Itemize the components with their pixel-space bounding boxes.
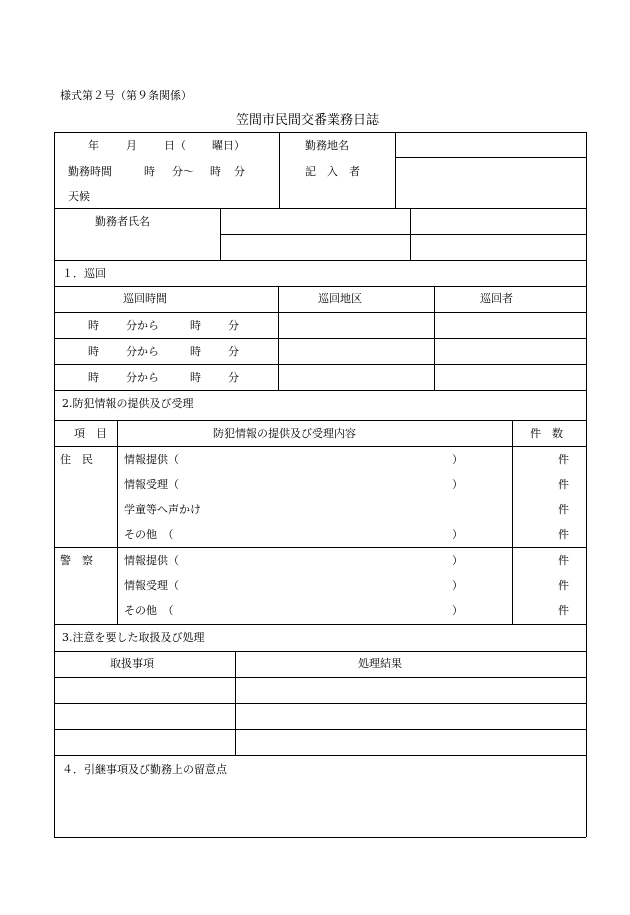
patrol-area-header: 巡回地区 bbox=[318, 292, 362, 305]
count-unit: 件 bbox=[558, 579, 569, 592]
row-divider bbox=[54, 703, 586, 704]
group-police-label: 警 察 bbox=[60, 554, 93, 567]
form-number: 様式第２号（第９条関係） bbox=[60, 89, 192, 102]
table-border-bottom bbox=[54, 837, 586, 838]
row-divider bbox=[54, 338, 586, 339]
paren-close: ） bbox=[452, 453, 463, 466]
info-receive-label: 情報受理（ bbox=[124, 579, 179, 592]
table-border-top bbox=[54, 132, 586, 133]
patrol-row-hour2: 時 bbox=[190, 345, 201, 358]
header-divider bbox=[395, 132, 396, 208]
patrol-row-from: 分から bbox=[126, 371, 159, 384]
row-divider bbox=[54, 446, 586, 447]
patrol-heading: １．巡回 bbox=[62, 267, 106, 280]
table-border-right bbox=[586, 132, 587, 837]
patrol-row-hour: 時 bbox=[88, 319, 99, 332]
row-divider bbox=[54, 208, 586, 209]
work-hours-hour2: 時 bbox=[210, 165, 221, 178]
patrol-row-hour2: 時 bbox=[190, 371, 201, 384]
work-hours-hour1: 時 bbox=[144, 165, 155, 178]
patrol-time-header: 巡回時間 bbox=[123, 292, 167, 305]
writer-label: 記 入 者 bbox=[305, 165, 360, 178]
count-unit: 件 bbox=[558, 554, 569, 567]
patrol-row-from: 分から bbox=[126, 319, 159, 332]
child-call-label: 学童等へ声かけ bbox=[124, 503, 201, 516]
work-hours-label: 勤務時間 bbox=[68, 165, 112, 178]
table-border-left bbox=[54, 132, 55, 837]
work-location-label: 勤務地名 bbox=[305, 139, 349, 152]
weather-label: 天候 bbox=[68, 190, 90, 203]
row-divider bbox=[54, 420, 586, 421]
crime-info-heading: 2.防犯情報の提供及び受理 bbox=[62, 397, 194, 410]
patrol-row-hour: 時 bbox=[88, 345, 99, 358]
row-divider bbox=[54, 755, 586, 756]
group-divider bbox=[54, 547, 586, 548]
paren-close: ） bbox=[452, 604, 463, 617]
row-divider bbox=[54, 390, 586, 391]
other-label: その他 （ bbox=[124, 528, 174, 541]
info-provide-label: 情報提供（ bbox=[124, 554, 179, 567]
form-title: 笠間市民間交番業務日誌 bbox=[236, 113, 380, 128]
header-divider bbox=[395, 157, 586, 158]
handling-heading: 3.注意を要した取扱及び処理 bbox=[62, 631, 205, 644]
count-unit: 件 bbox=[558, 528, 569, 541]
crime-col-divider bbox=[512, 420, 513, 624]
handover-heading: ４．引継事項及び勤務上の留意点 bbox=[62, 763, 227, 776]
patrol-row-from: 分から bbox=[126, 345, 159, 358]
row-divider bbox=[54, 651, 586, 652]
work-hours-min2: 分 bbox=[234, 165, 245, 178]
patrol-person-header: 巡回者 bbox=[480, 292, 513, 305]
info-receive-label: 情報受理（ bbox=[124, 478, 179, 491]
date-year-label: 年 bbox=[88, 139, 99, 152]
paren-close: ） bbox=[452, 528, 463, 541]
date-weekday-label: 曜日） bbox=[212, 139, 245, 152]
patrol-row-min: 分 bbox=[228, 319, 239, 332]
crime-col-divider bbox=[117, 420, 118, 624]
date-month-label: 月 bbox=[126, 139, 137, 152]
row-divider bbox=[54, 312, 586, 313]
patrol-row-hour2: 時 bbox=[190, 319, 201, 332]
paren-close: ） bbox=[452, 579, 463, 592]
work-hours-min1: 分～ bbox=[172, 165, 194, 178]
staff-divider bbox=[220, 234, 586, 235]
header-divider bbox=[279, 132, 280, 208]
paren-close: ） bbox=[452, 478, 463, 491]
row-divider bbox=[54, 729, 586, 730]
count-unit: 件 bbox=[558, 453, 569, 466]
row-divider bbox=[54, 624, 586, 625]
count-unit: 件 bbox=[558, 604, 569, 617]
group-residents-label: 住 民 bbox=[60, 453, 93, 466]
date-day-label: 日（ bbox=[164, 139, 186, 152]
handling-item-header: 取扱事項 bbox=[110, 657, 154, 670]
patrol-row-hour: 時 bbox=[88, 371, 99, 384]
handling-result-header: 処理結果 bbox=[358, 657, 402, 670]
crime-count-header: 件 数 bbox=[530, 427, 563, 440]
other-label: その他 （ bbox=[124, 604, 174, 617]
count-unit: 件 bbox=[558, 503, 569, 516]
row-divider bbox=[54, 364, 586, 365]
count-unit: 件 bbox=[558, 478, 569, 491]
patrol-row-min: 分 bbox=[228, 371, 239, 384]
patrol-row-min: 分 bbox=[228, 345, 239, 358]
row-divider bbox=[54, 677, 586, 678]
row-divider bbox=[54, 260, 586, 261]
row-divider bbox=[54, 286, 586, 287]
crime-content-header: 防犯情報の提供及び受理内容 bbox=[213, 427, 356, 440]
staff-name-label: 勤務者氏名 bbox=[95, 215, 150, 228]
paren-close: ） bbox=[452, 554, 463, 567]
crime-item-header: 項 目 bbox=[74, 427, 107, 440]
info-provide-label: 情報提供（ bbox=[124, 453, 179, 466]
